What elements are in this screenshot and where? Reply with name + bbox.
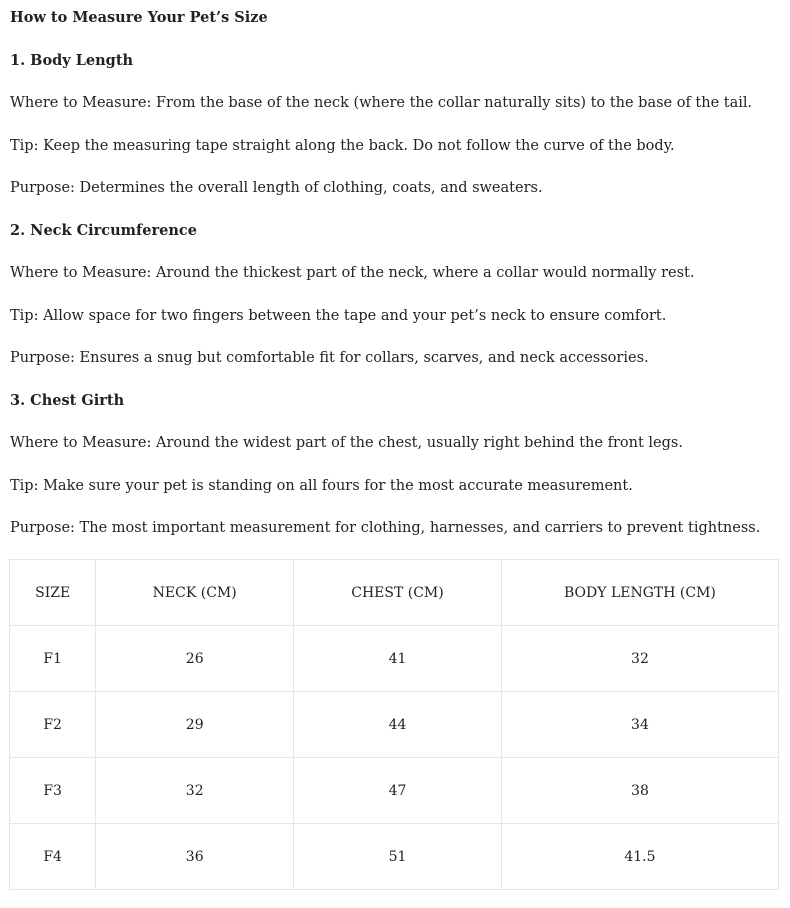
chest-tip: Tip: Make sure your pet is standing on all fours for the most accurate measurement.	[10, 478, 633, 494]
section-heading-chest: 3. Chest Girth	[10, 392, 125, 409]
body-length-cell: 34	[501, 692, 778, 758]
chest-cell: 41	[294, 626, 502, 692]
body-length-cell: 32	[501, 626, 778, 692]
body-length-cell: 38	[501, 758, 778, 824]
table-row	[10, 626, 779, 692]
chest-purpose: Purpose: The most important measurement for clothing, harnesses, and carriers to prevent tightness.	[10, 520, 761, 536]
size-cell: F3	[10, 758, 96, 824]
chest-cell: 47	[294, 758, 502, 824]
body-length-purpose: Purpose: Determines the overall length of clothing, coats, and sweaters.	[10, 180, 543, 196]
neck-tip: Tip: Allow space for two fingers between the tape and your pet’s neck to ensure comfort.	[10, 308, 667, 324]
neck-cell: 32	[96, 758, 294, 824]
header-chest: CHEST (CM)	[294, 560, 502, 626]
table-row	[10, 758, 779, 824]
body-length-cell: 41.5	[501, 824, 778, 890]
chest-cell: 51	[294, 824, 502, 890]
page-title: How to Measure Your Pet’s Size	[10, 9, 268, 26]
neck-cell: 26	[96, 626, 294, 692]
neck-cell: 29	[96, 692, 294, 758]
section-heading-body-length: 1. Body Length	[10, 52, 134, 69]
size-cell: F2	[10, 692, 96, 758]
neck-where: Where to Measure: Around the thickest part of the neck, where a collar would normally rest.	[10, 265, 695, 281]
neck-purpose: Purpose: Ensures a snug but comfortable fit for collars, scarves, and neck accessories.	[10, 350, 649, 366]
size-chart-table	[9, 559, 779, 890]
chest-cell: 44	[294, 692, 502, 758]
size-cell: F4	[10, 824, 96, 890]
table-row	[10, 824, 779, 890]
body-length-tip: Tip: Keep the measuring tape straight along the back. Do not follow the curve of the body.	[10, 138, 675, 154]
size-cell: F1	[10, 626, 96, 692]
chest-where: Where to Measure: Around the widest part of the chest, usually right behind the front legs.	[10, 435, 683, 451]
section-heading-neck: 2. Neck Circumference	[10, 222, 197, 239]
header-body-length: BODY LENGTH (CM)	[501, 560, 778, 626]
table-row	[10, 692, 779, 758]
header-size: SIZE	[10, 560, 96, 626]
neck-cell: 36	[96, 824, 294, 890]
body-length-where: Where to Measure: From the base of the neck (where the collar naturally sits) to the base of the tail.	[10, 95, 753, 111]
header-neck: NECK (CM)	[96, 560, 294, 626]
table-header-row	[10, 560, 779, 626]
